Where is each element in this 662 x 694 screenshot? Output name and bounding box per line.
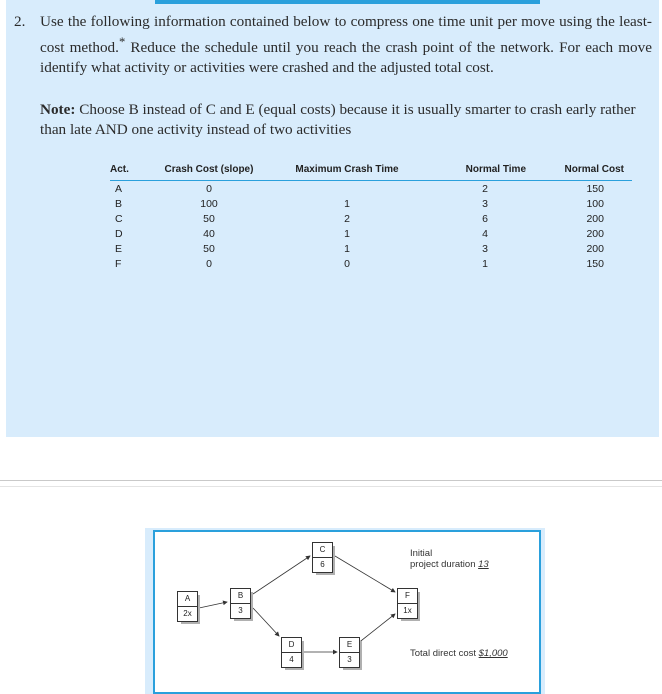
cell-max-crash: 1: [344, 197, 350, 210]
cell-crash-cost: 40: [203, 227, 215, 240]
cell-activity: C: [115, 212, 123, 225]
initial-label: Initial: [410, 548, 433, 559]
cell-crash-cost: 50: [203, 212, 215, 225]
cell-activity: B: [115, 197, 123, 210]
node-b: [230, 588, 251, 619]
cell-normal-time: 1: [482, 257, 488, 270]
node-f-label: F: [398, 589, 417, 604]
node-e-label: E: [340, 638, 359, 653]
node-c: [312, 542, 333, 573]
footnote-mark: *: [118, 35, 126, 49]
node-b-label: B: [231, 589, 250, 604]
cell-max-crash: 1: [344, 242, 350, 255]
table-row: [110, 226, 632, 241]
arrow-c-f: [335, 556, 395, 592]
cell-activity: E: [115, 242, 123, 255]
node-c-label: C: [313, 543, 332, 558]
cell-normal-time: 3: [482, 242, 488, 255]
section-divider-shadow: [0, 486, 662, 487]
cell-normal-cost: 200: [586, 242, 604, 255]
table-row: [110, 241, 632, 256]
node-a-label: A: [178, 592, 197, 607]
question-body: Use the following information contained below to compress one time unit per move using the least-cost method.: [40, 13, 652, 57]
cell-normal-time: 3: [482, 197, 488, 210]
table-header-row: [110, 158, 632, 181]
cell-crash-cost: 50: [203, 242, 215, 255]
cell-max-crash: 2: [344, 212, 350, 225]
node-e-time: 3: [347, 655, 352, 664]
table-row: [110, 211, 632, 226]
activity-table: [110, 158, 632, 271]
arrow-e-f: [357, 614, 395, 644]
table-row: [110, 181, 632, 197]
node-a-time: 2x: [183, 609, 192, 618]
cell-normal-time: 2: [482, 182, 488, 195]
cell-activity: D: [115, 227, 123, 240]
node-d-time: 4: [289, 655, 294, 664]
node-b-time: 3: [238, 606, 243, 615]
node-f-time: 1x: [403, 606, 412, 615]
cell-normal-time: 4: [482, 227, 488, 240]
node-d: [281, 637, 302, 668]
cost-value: $1,000: [478, 648, 508, 659]
node-e: [339, 637, 360, 668]
cell-max-crash: 1: [344, 227, 350, 240]
network-diagram: [153, 530, 541, 694]
cell-crash-cost: 100: [200, 197, 218, 210]
cell-normal-cost: 200: [586, 227, 604, 240]
panel-top-accent: [155, 0, 540, 4]
note: [40, 100, 652, 140]
cell-crash-cost: 0: [206, 182, 212, 195]
cost-caption: [410, 648, 508, 659]
question-number: 2.: [14, 13, 26, 30]
note-label: Note:: [40, 101, 76, 118]
cell-activity: F: [115, 257, 122, 270]
cost-label: Total direct cost: [410, 648, 476, 659]
arrow-b-d: [253, 608, 279, 636]
cell-activity: A: [115, 182, 123, 195]
node-a: [177, 591, 198, 622]
arrow-a-b: [199, 602, 227, 608]
cell-max-crash: 0: [344, 257, 350, 270]
cell-crash-cost: 0: [206, 257, 212, 270]
col-header-normal-time: Normal Time: [431, 158, 532, 181]
col-header-normal-cost: Normal Cost: [532, 158, 632, 181]
cell-normal-cost: 150: [586, 257, 604, 270]
col-header-activity: Act.: [110, 158, 155, 181]
node-f: [397, 588, 418, 619]
duration-caption: [410, 559, 489, 570]
duration-label: project duration: [410, 559, 476, 570]
table-row: [110, 256, 632, 271]
question-body-cont: Reduce the schedule until you reach the crash point of the network. For each move identify what activity or activities were crashed and the adjusted total cost.: [40, 39, 652, 77]
col-header-crash-cost: Crash Cost (slope): [155, 158, 263, 181]
table-row: [110, 196, 632, 211]
cell-normal-cost: 150: [586, 182, 604, 195]
cell-normal-cost: 100: [586, 197, 604, 210]
cell-normal-time: 6: [482, 212, 488, 225]
arrow-b-c: [253, 556, 310, 594]
node-c-time: 6: [320, 560, 325, 569]
col-header-max-crash: Maximum Crash Time: [263, 158, 431, 181]
note-text: Choose B instead of C and E (equal costs) because it is usually smarter to crash early rather than late AND one activity instead of two activities: [40, 101, 636, 138]
question-text: [14, 12, 652, 78]
cell-max-crash: [263, 181, 431, 197]
duration-value: 13: [478, 559, 489, 570]
section-divider: [0, 480, 662, 481]
cell-normal-cost: 200: [586, 212, 604, 225]
node-d-label: D: [282, 638, 301, 653]
